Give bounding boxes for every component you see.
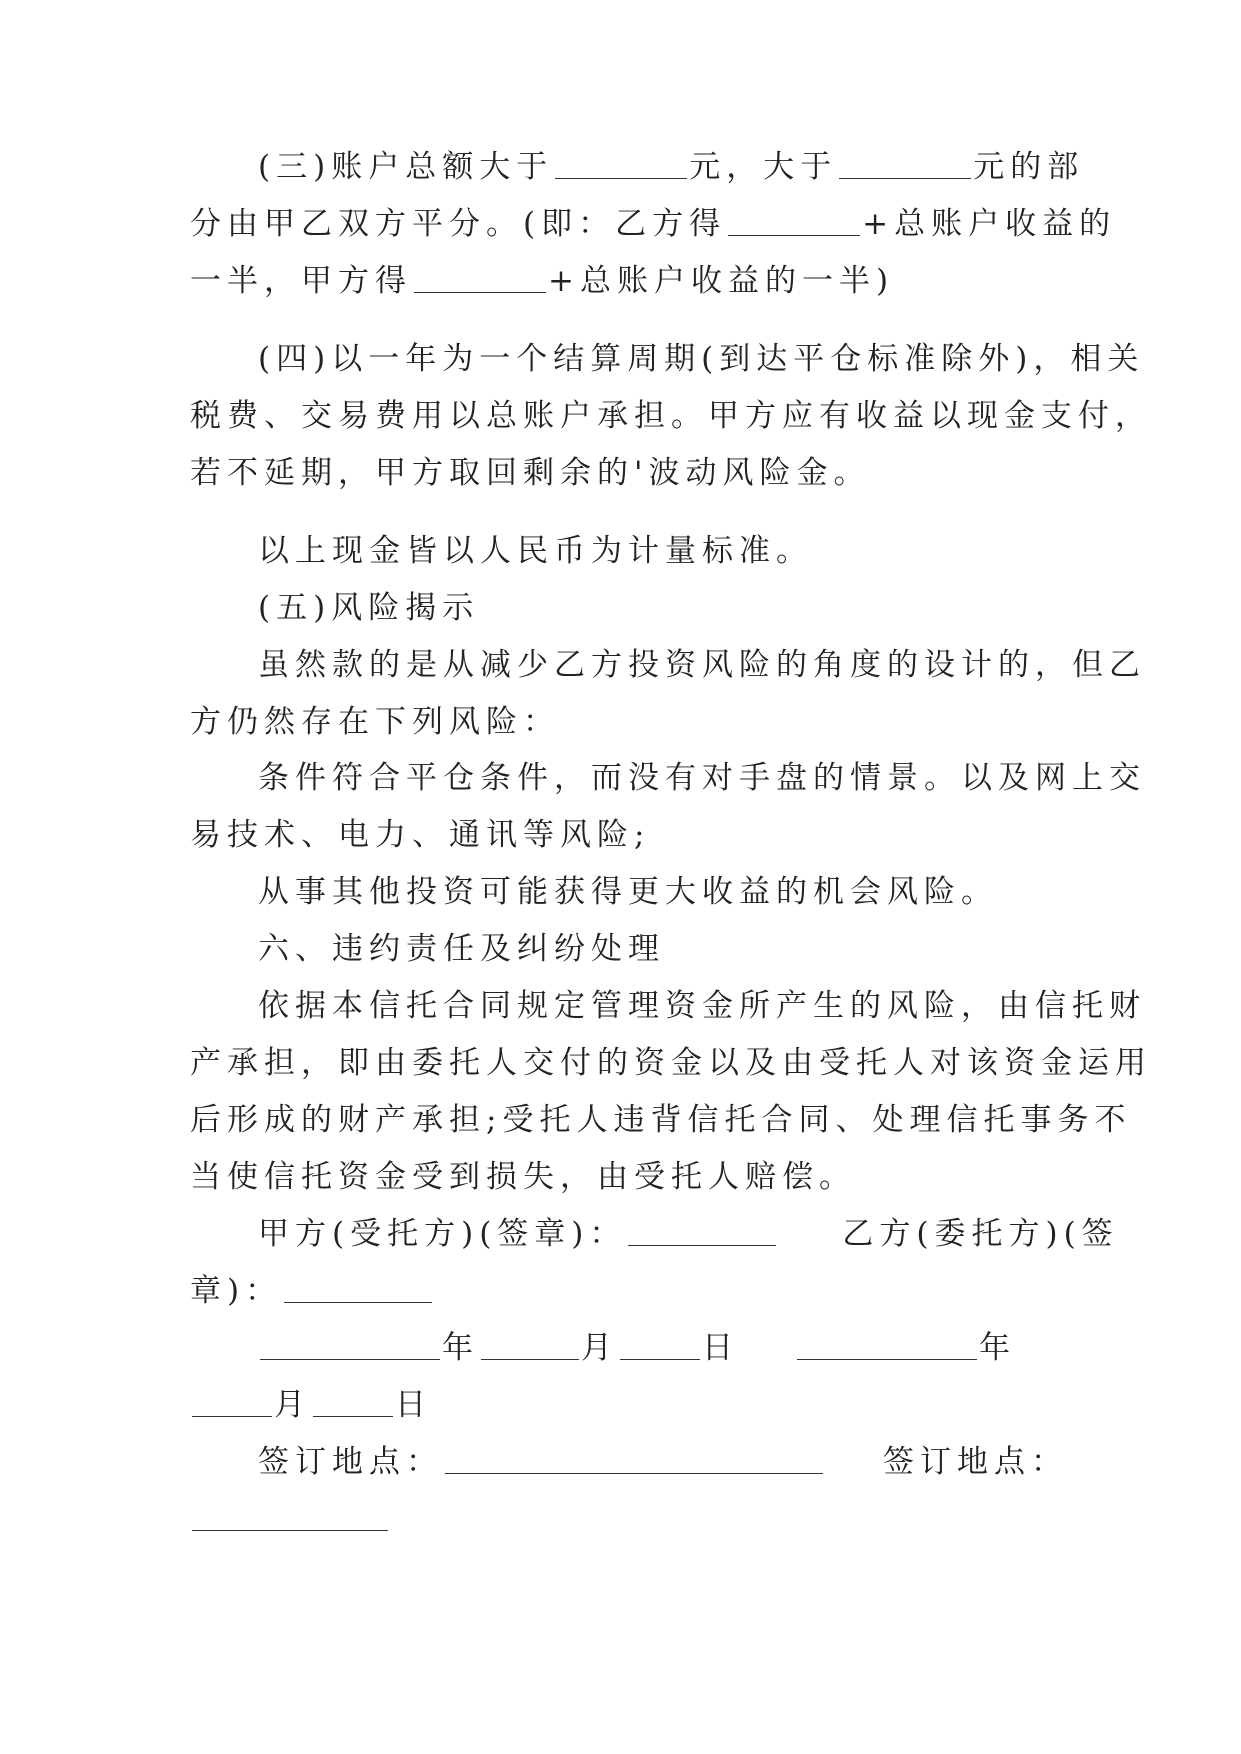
signing-place-line: 签订地点： 签订地点： bbox=[258, 1444, 1068, 1480]
blank-field bbox=[414, 262, 546, 293]
blank-field bbox=[839, 148, 971, 179]
paragraph-line: 税费、交易费用以总账户承担。甲方应有收益以现金支付， bbox=[190, 398, 1152, 434]
paragraph-line: 后形成的财产承担;受托人违背信托合同、处理信托事务不 bbox=[190, 1102, 1132, 1138]
date-line: 年 月 日 年 bbox=[258, 1328, 1016, 1368]
section-heading: (五)风险揭示 bbox=[258, 590, 480, 626]
signature-line: 章)： bbox=[190, 1271, 434, 1311]
paragraph-line: 产承担，即由委托人交付的资金以及由受托人对该资金运用 bbox=[190, 1045, 1152, 1081]
blank-field bbox=[728, 205, 860, 236]
paragraph-line: 方仍然存在下列风险： bbox=[190, 704, 560, 740]
year-blank bbox=[797, 1329, 977, 1360]
signature-blank bbox=[284, 1272, 432, 1303]
paragraph-line: (四)以一年为一个结算周期(到达平仓标准除外)，相关 bbox=[258, 341, 1145, 377]
paragraph-line: 当使信托资金受到损失，由受托人赔偿。 bbox=[190, 1159, 856, 1195]
paragraph-line: 条件符合平仓条件，而没有对手盘的情景。以及网上交 bbox=[258, 760, 1146, 796]
section-heading: 六、违约责任及纠纷处理 bbox=[258, 931, 665, 967]
paragraph-line: (三)账户总额大于 元，大于 元的部 bbox=[258, 149, 1085, 185]
year-blank bbox=[260, 1329, 440, 1360]
paragraph-line: 若不延期，甲方取回剩余的'波动风险金。 bbox=[190, 455, 871, 491]
day-blank bbox=[620, 1329, 700, 1360]
paragraph-line: 虽然款的是从减少乙方投资风险的角度的设计的，但乙 bbox=[258, 647, 1146, 683]
day-blank bbox=[313, 1386, 393, 1417]
signing-place-line bbox=[190, 1499, 390, 1539]
paragraph-line: 以上现金皆以人民币为计量标准。 bbox=[258, 533, 813, 569]
date-line: 月 日 bbox=[190, 1385, 432, 1425]
place-blank bbox=[445, 1443, 823, 1474]
month-blank bbox=[481, 1329, 579, 1360]
place-blank bbox=[192, 1500, 388, 1531]
paragraph-line: 易技术、电力、通讯等风险; bbox=[190, 817, 651, 853]
paragraph-line: 分由甲乙双方平分。(即：乙方得 +总账户收益的 bbox=[190, 206, 1117, 242]
paragraph-line: 一半，甲方得 +总账户收益的一半) bbox=[190, 263, 895, 299]
paragraph-line: 依据本信托合同规定管理资金所产生的风险，由信托财 bbox=[258, 988, 1146, 1024]
signature-line: 甲方(受托方)(签章)： 乙方(委托方)(签 bbox=[258, 1216, 1119, 1252]
month-blank bbox=[192, 1386, 272, 1417]
paragraph-line: 从事其他投资可能获得更大收益的机会风险。 bbox=[258, 874, 998, 910]
signature-blank bbox=[628, 1215, 776, 1246]
blank-field bbox=[555, 148, 687, 179]
